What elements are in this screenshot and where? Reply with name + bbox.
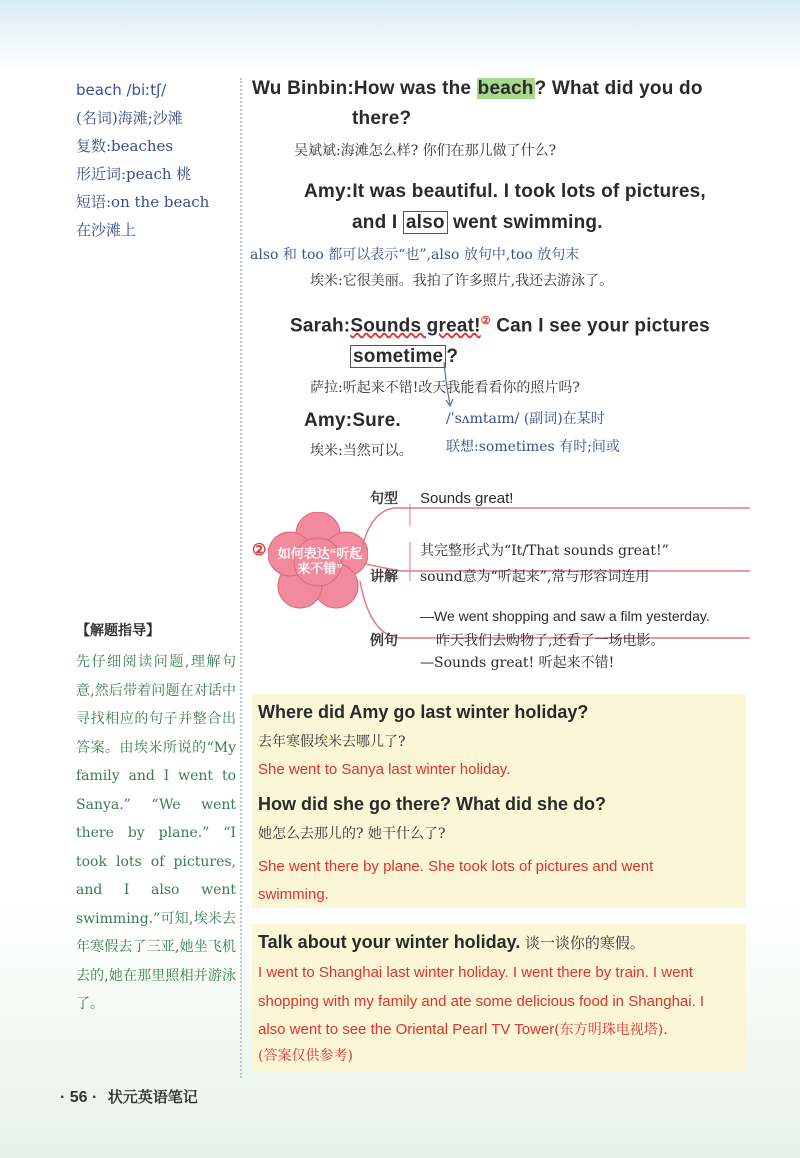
speaker-amy-2: Amy:: [304, 410, 353, 431]
note-marker: ②: [480, 315, 491, 327]
vocab-similar: 形近词:peach 桃: [76, 165, 192, 183]
answer-3a: I went to Shanghai last winter holiday. I went there by train. I went: [258, 964, 693, 981]
mindmap-tag-example: 例句: [370, 633, 398, 649]
note-sometime-associate: 联想:sometimes 有时;间或: [446, 439, 620, 455]
sounds-great: Sounds great!: [350, 315, 481, 337]
page-footer: [60, 1086, 198, 1107]
page-number: · 56 ·: [60, 1089, 98, 1106]
speaker-amy: Amy:: [304, 181, 353, 202]
vocab-beach-note: [76, 76, 209, 244]
guide-title: 【解题指导】: [76, 622, 160, 638]
answer-1: She went to Sanya last winter holiday.: [258, 761, 511, 778]
mindmap-example-b: 昨天我们去购物了,还看了一场电影。: [436, 633, 665, 649]
vocab-word: beach /biːtʃ/: [76, 81, 167, 99]
translation-sarah: 萨拉:听起来不错!改天我能看看你的照片吗?: [310, 380, 580, 397]
mindmap-text-explain-a: 其完整形式为“It/That sounds great!”: [420, 543, 669, 559]
question-2: How did she go there? What did she do? 她怎么去那儿的? 她干什么了? She went there by plane. She took lots of pictures and went swimming.: [258, 794, 738, 909]
translation-amy-2: 埃米:当然可以。: [310, 443, 413, 459]
answer-2a: She went there by plane. She took lots of pictures and went: [258, 858, 654, 875]
book-title: 状元英语笔记: [107, 1089, 198, 1106]
translation-wu: 吴斌斌:海滩怎么样? 你们在那儿做了什么?: [294, 143, 557, 159]
answer-3c: also went to see the Oriental Pearl TV Tower: [258, 1021, 555, 1038]
boxed-sometime: sometime: [350, 345, 446, 368]
translation-amy-1: 埃米:它很美丽。我拍了许多照片,我还去游泳了。: [310, 273, 614, 289]
question-1-cn: 去年寒假埃米去哪儿了?: [258, 734, 406, 750]
dialogue-amy-1: Amy:It was beautiful. I took lots of pictures, and I also went swimming. also 和 too 都可以表示“也”,also 放句中,too 放句末 埃米:它很美丽。我拍了许多照片,我还去游泳了。: [250, 176, 750, 290]
vocab-phrase-cn: 在沙滩上: [76, 221, 137, 239]
mindmap-example-c: —Sounds great! 听起来不错!: [420, 655, 615, 671]
arrow-sometime: [440, 360, 460, 410]
column-divider: [240, 78, 242, 1078]
boxed-also: also: [403, 211, 448, 234]
vocab-pos: (名词)海滩;沙滩: [76, 109, 183, 127]
mindmap-example-a: —We went shopping and saw a film yesterday.: [420, 608, 710, 624]
vocab-phrase: 短语:on the beach: [76, 193, 210, 211]
speaker-wu: Wu Binbin:: [252, 78, 354, 99]
dialogue-wu: Wu Binbin:How was the beach? What did you do there? 吴斌斌:海滩怎么样? 你们在那儿做了什么?: [252, 74, 752, 160]
mindmap-text-pattern: Sounds great!: [420, 490, 514, 507]
speaker-sarah: Sarah:: [290, 315, 351, 337]
mindmap-number: ②: [252, 542, 267, 559]
guide-body: 先仔细阅读问题,理解句意,然后带着问题在对话中寻找相应的句子并整合出答案。由埃米所说的“My family and I went to Sanya.” “We went there by plane.” “I took lots of pictures, and I also went swimming.”可知,埃米去年寒假去了三亚,她坐飞机去的,她在那里照相并游泳了。: [76, 654, 236, 1012]
answer-note: (答案仅供参考): [258, 1047, 353, 1064]
note-also-too: also 和 too 都可以表示“也”,also 放句中,too 放句末: [250, 247, 580, 263]
highlight-beach: beach: [477, 78, 534, 99]
question-2-cn: 她怎么去那儿的? 她干什么了?: [258, 826, 446, 842]
vocab-plural: 复数:beaches: [76, 137, 174, 155]
question-1: Where did Amy go last winter holiday? 去年寒假埃米去哪儿了? She went to Sanya last winter holiday.: [258, 702, 589, 778]
mindmap-tag-pattern: 句型: [370, 491, 398, 507]
dialogue-amy-2: Amy:Sure. 埃米:当然可以。: [304, 410, 413, 459]
answer-2b: swimming.: [258, 886, 329, 903]
note-sometime-phonetic: /ˈsʌmtaɪm/ (副词)在某时: [446, 411, 605, 427]
mindmap-text-explain-b: sound意为“听起来”,常与形容词连用: [420, 569, 650, 585]
question-3: Talk about your winter holiday. 谈一谈你的寒假。 I went to Shanghai last winter holiday. I went there by train. I went shopping with my family and ate some delicious food in Shanghai. I also went to see the Oriental Pearl TV Tower(东方明珠电视塔). (答案仅供参考): [258, 932, 754, 1065]
dialogue-sarah: Sarah:Sounds great!② Can I see your pictures sometime ? 萨拉:听起来不错!改天我能看看你的照片吗?: [290, 306, 760, 397]
answer-3b: shopping with my family and ate some delicious food in Shanghai. I: [258, 992, 705, 1010]
mindmap-tag-explain: 讲解: [370, 569, 398, 585]
mindmap-center: 如何表达“听起来不错”: [277, 546, 363, 576]
